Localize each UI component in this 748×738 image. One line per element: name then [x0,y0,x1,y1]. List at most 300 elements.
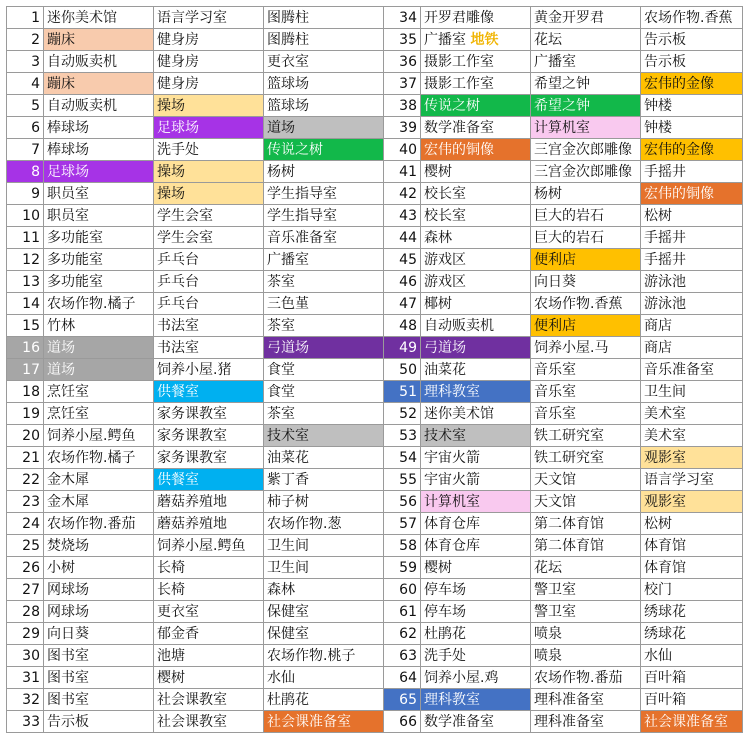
table-row [7,183,743,205]
cell-text: 摄影工作室 [424,75,494,92]
row-number-cell [384,227,421,249]
cell-text: 商店 [644,339,672,356]
row-number-cell [384,601,421,623]
cell-text: 社会课教室 [157,713,227,730]
cell-text: 宏伟的金像 [644,75,714,92]
cell-text: 11 [22,229,40,246]
location-cell [641,425,743,447]
cell-text: 38 [399,97,417,114]
cell-text: 1 [31,9,40,26]
location-cell [531,601,641,623]
location-cell [641,667,743,689]
cell-text: 篮球场 [267,75,309,92]
cell-text: 警卫室 [534,581,576,598]
location-cell [531,183,641,205]
location-cell [44,205,154,227]
cell-text: 46 [399,273,417,290]
location-cell [154,689,264,711]
location-cell [531,95,641,117]
location-cell [421,601,531,623]
location-cell [44,469,154,491]
cell-text: 乒乓台 [157,251,199,268]
cell-text: 茶室 [267,317,295,334]
cell-text: 17 [22,361,40,378]
table-row [7,447,743,469]
cell-text: 告示板 [47,713,89,730]
cell-text: 32 [22,691,40,708]
cell-text: 8 [31,163,40,180]
cell-text: 理科教室 [424,383,480,400]
cell-text: 洗手处 [157,141,199,158]
table-row [7,7,743,29]
cell-text: 理科准备室 [534,713,604,730]
location-cell [264,161,384,183]
table-row [7,227,743,249]
location-cell [641,623,743,645]
location-cell [531,535,641,557]
location-cell [421,579,531,601]
cell-text: 杜鹃花 [424,625,466,642]
spreadsheet [6,6,742,732]
row-number-cell [7,51,44,73]
location-cell [154,381,264,403]
location-cell [44,403,154,425]
location-cell [641,601,743,623]
location-cell [264,205,384,227]
location-cell [531,139,641,161]
cell-text: 三宫金次郎雕像 [534,163,632,180]
location-cell [421,645,531,667]
location-cell [421,359,531,381]
cell-text: 小树 [47,559,75,576]
location-cell [531,337,641,359]
location-cell [264,29,384,51]
location-cell [44,227,154,249]
location-cell [531,293,641,315]
cell-text: 观影室 [644,449,686,466]
cell-text: 传说之树 [267,141,323,158]
cell-text: 农场作物.橘子 [47,449,136,466]
location-cell [264,601,384,623]
row-number-cell [384,7,421,29]
cell-text: 多功能室 [47,273,103,290]
cell-text: 3 [31,53,40,70]
location-cell [531,359,641,381]
cell-text: 金木犀 [47,493,89,510]
cell-text: 音乐室 [534,383,576,400]
cell-text: 焚烧场 [47,537,89,554]
cell-text: 图腾柱 [267,31,309,48]
location-cell [264,403,384,425]
cell-text: 网球场 [47,581,89,598]
table-row [7,29,743,51]
row-number-cell [384,161,421,183]
location-cell [44,535,154,557]
location-cell [421,667,531,689]
cell-text: 钟楼 [644,119,672,136]
row-number-cell [384,73,421,95]
cell-text: 23 [22,493,40,510]
location-cell [44,73,154,95]
cell-text: 36 [399,53,417,70]
location-cell [44,645,154,667]
location-cell [264,7,384,29]
table-row [7,117,743,139]
row-number-cell [7,95,44,117]
cell-text: 铁工研究室 [534,449,604,466]
table-row [7,293,743,315]
table-row [7,205,743,227]
location-cell [641,711,743,733]
table-row [7,491,743,513]
cell-text: 音乐准备室 [267,229,337,246]
cell-text: 职员室 [47,185,89,202]
cell-text: 10 [22,207,40,224]
cell-text: 森林 [424,229,452,246]
table-row [7,51,743,73]
table-row [7,337,743,359]
row-number-cell [7,513,44,535]
location-cell [154,293,264,315]
cell-text: 自动贩卖机 [47,97,117,114]
cell-text: 手摇井 [644,229,686,246]
location-cell [154,601,264,623]
cell-text: 63 [399,647,417,664]
row-number-cell [384,29,421,51]
cell-text: 数学准备室 [424,119,494,136]
cell-text: 网球场 [47,603,89,620]
cell-text: 26 [22,559,40,576]
row-number-cell [7,447,44,469]
cell-text: 校门 [644,581,672,598]
location-cell [421,139,531,161]
table-row [7,425,743,447]
cell-text: 健身房 [157,53,199,70]
cell-text: 农场作物.香蕉 [534,295,623,312]
cell-text: 音乐室 [534,361,576,378]
location-cell [154,425,264,447]
row-number-cell [384,117,421,139]
location-cell [531,491,641,513]
cell-text: 棒球场 [47,141,89,158]
cell-text: 宇宙火箭 [424,471,480,488]
cell-text: 足球场 [47,163,89,180]
cell-text: 41 [399,163,417,180]
cell-text: 农场作物.香蕉 [644,9,733,26]
table-row [7,513,743,535]
location-cell [154,711,264,733]
row-number-cell [384,315,421,337]
location-cell [531,205,641,227]
location-cell [531,117,641,139]
row-number-cell [7,579,44,601]
cell-text: 卫生间 [267,559,309,576]
location-cell [154,403,264,425]
location-cell [421,425,531,447]
cell-text: 游戏区 [424,251,466,268]
cell-text: 51 [399,383,417,400]
location-cell [531,73,641,95]
cell-text: 饲养小屋.马 [534,339,609,356]
cell-text: 樱树 [424,559,452,576]
row-number-cell [384,381,421,403]
location-cell [421,623,531,645]
location-cell [421,381,531,403]
row-number-cell [384,667,421,689]
location-cell [264,183,384,205]
location-cell [264,623,384,645]
cell-text: 数学准备室 [424,713,494,730]
cell-text: 告示板 [644,31,686,48]
location-cell [421,689,531,711]
cell-text: 卫生间 [644,383,686,400]
row-number-cell [384,183,421,205]
table-row [7,645,743,667]
table-row [7,161,743,183]
cell-text: 44 [399,229,417,246]
cell-text: 40 [399,141,417,158]
cell-text: 音乐准备室 [644,361,714,378]
cell-text: 松树 [644,207,672,224]
cell-text: 铁工研究室 [534,427,604,444]
location-cell [154,645,264,667]
location-cell [264,381,384,403]
row-number-cell [7,425,44,447]
cell-text: 35 [399,31,417,48]
cell-text: 保健室 [267,625,309,642]
cell-text: 技术室 [424,427,466,444]
location-cell [264,667,384,689]
cell-text: 图书室 [47,669,89,686]
cell-text: 37 [399,75,417,92]
cell-text: 25 [22,537,40,554]
location-cell [264,337,384,359]
location-cell [264,139,384,161]
cell-text: 天文馆 [534,471,576,488]
cell-text: 27 [22,581,40,598]
row-number-cell [7,227,44,249]
row-number-cell [7,73,44,95]
location-cell [421,315,531,337]
row-number-cell [384,623,421,645]
location-cell [641,95,743,117]
cell-text: 学生指导室 [267,207,337,224]
cell-text: 水仙 [644,647,672,664]
row-number-cell [7,315,44,337]
location-cell [264,491,384,513]
location-cell [154,205,264,227]
location-cell [154,7,264,29]
cell-text: 广播室 [534,53,576,70]
cell-text: 农场作物.橘子 [47,295,136,312]
cell-text: 18 [22,383,40,400]
cell-text: 供餐室 [157,471,199,488]
location-cell [641,491,743,513]
location-cell [641,645,743,667]
cell-text: 健身房 [157,75,199,92]
location-cell [44,557,154,579]
row-number-cell [384,689,421,711]
location-cell [531,711,641,733]
location-cell [44,337,154,359]
cell-text: 操场 [157,97,185,114]
location-cell [44,7,154,29]
cell-text: 茶室 [267,405,295,422]
location-cell [421,95,531,117]
location-cell [154,161,264,183]
row-number-cell [7,183,44,205]
cell-text: 游泳池 [644,273,686,290]
row-number-cell [7,293,44,315]
row-number-cell [7,161,44,183]
cell-text: 绣球花 [644,603,686,620]
location-cell [641,557,743,579]
location-cell [531,403,641,425]
cell-text: 技术室 [267,427,309,444]
row-number-cell [7,359,44,381]
cell-text: 便利店 [534,251,576,268]
location-table [6,6,743,733]
cell-text: 钟楼 [644,97,672,114]
cell-text: 足球场 [157,119,199,136]
cell-text: 语言学习室 [157,9,227,26]
cell-text: 43 [399,207,417,224]
row-number-cell [384,491,421,513]
cell-text: 百叶箱 [644,669,686,686]
cell-text: 蘑菇养殖地 [157,515,227,532]
location-cell [421,227,531,249]
row-number-cell [384,447,421,469]
cell-text: 49 [399,339,417,356]
location-cell [154,73,264,95]
cell-text: 53 [399,427,417,444]
cell-text: 传说之树 [424,97,480,114]
cell-text: 喷泉 [534,625,562,642]
location-cell [531,667,641,689]
cell-text: 广播室 [267,251,309,268]
location-cell [421,7,531,29]
location-cell [154,469,264,491]
cell-text: 学生会室 [157,207,213,224]
cell-text: 长椅 [157,581,185,598]
cell-text: 蘑菇养殖地 [157,493,227,510]
location-cell [154,337,264,359]
cell-text: 警卫室 [534,603,576,620]
location-cell [531,7,641,29]
row-number-cell [7,139,44,161]
cell-text: 饲养小屋.鳄鱼 [157,537,246,554]
row-number-cell [384,645,421,667]
location-cell [264,51,384,73]
location-cell [154,535,264,557]
cell-text: 66 [399,713,417,730]
location-cell [421,557,531,579]
location-cell [154,249,264,271]
table-row [7,359,743,381]
table-row [7,271,743,293]
cell-text: 柿子树 [267,493,309,510]
location-cell [641,73,743,95]
location-cell [641,161,743,183]
location-cell [641,513,743,535]
cell-text: 理科教室 [424,691,480,708]
row-number-cell [384,711,421,733]
cell-text: 观影室 [644,493,686,510]
location-cell [641,117,743,139]
row-number-cell [384,51,421,73]
location-cell [44,117,154,139]
location-cell [421,447,531,469]
cell-text: 52 [399,405,417,422]
location-cell [154,315,264,337]
location-cell [641,359,743,381]
location-cell [44,51,154,73]
location-cell [44,183,154,205]
location-cell [44,447,154,469]
location-cell [421,271,531,293]
cell-text: 65 [399,691,417,708]
row-number-cell [7,711,44,733]
location-cell [154,139,264,161]
cell-text: 卫生间 [267,537,309,554]
cell-text: 多功能室 [47,251,103,268]
table-row [7,667,743,689]
location-cell [641,403,743,425]
cell-text: 9 [31,185,40,202]
cell-text: 樱树 [157,669,185,686]
cell-text: 停车场 [424,603,466,620]
location-cell [531,447,641,469]
row-number-cell [7,469,44,491]
cell-text: 自动贩卖机 [47,53,117,70]
location-cell [264,645,384,667]
cell-text: 47 [399,295,417,312]
location-cell [421,711,531,733]
cell-text: 58 [399,537,417,554]
cell-text: 烹饪室 [47,383,89,400]
table-row [7,469,743,491]
location-cell [264,117,384,139]
table-row [7,557,743,579]
location-cell [641,29,743,51]
location-cell [531,315,641,337]
location-cell [641,293,743,315]
cell-text: 烹饪室 [47,405,89,422]
location-cell [264,513,384,535]
location-cell [421,403,531,425]
cell-text: 游泳池 [644,295,686,312]
location-cell [421,161,531,183]
location-cell [154,183,264,205]
location-cell [44,667,154,689]
cell-text: 绣球花 [644,625,686,642]
location-cell [264,249,384,271]
location-cell [641,51,743,73]
cell-text: 34 [399,9,417,26]
row-number-cell [384,557,421,579]
row-number-cell [7,689,44,711]
cell-text: 弓道场 [424,339,466,356]
cell-text: 农场作物.桃子 [267,647,356,664]
location-cell [264,447,384,469]
row-number-cell [384,425,421,447]
location-cell [641,227,743,249]
cell-text: 28 [22,603,40,620]
location-cell [154,51,264,73]
cell-text: 饲养小屋.鳄鱼 [47,427,136,444]
table-row [7,403,743,425]
location-cell [154,447,264,469]
